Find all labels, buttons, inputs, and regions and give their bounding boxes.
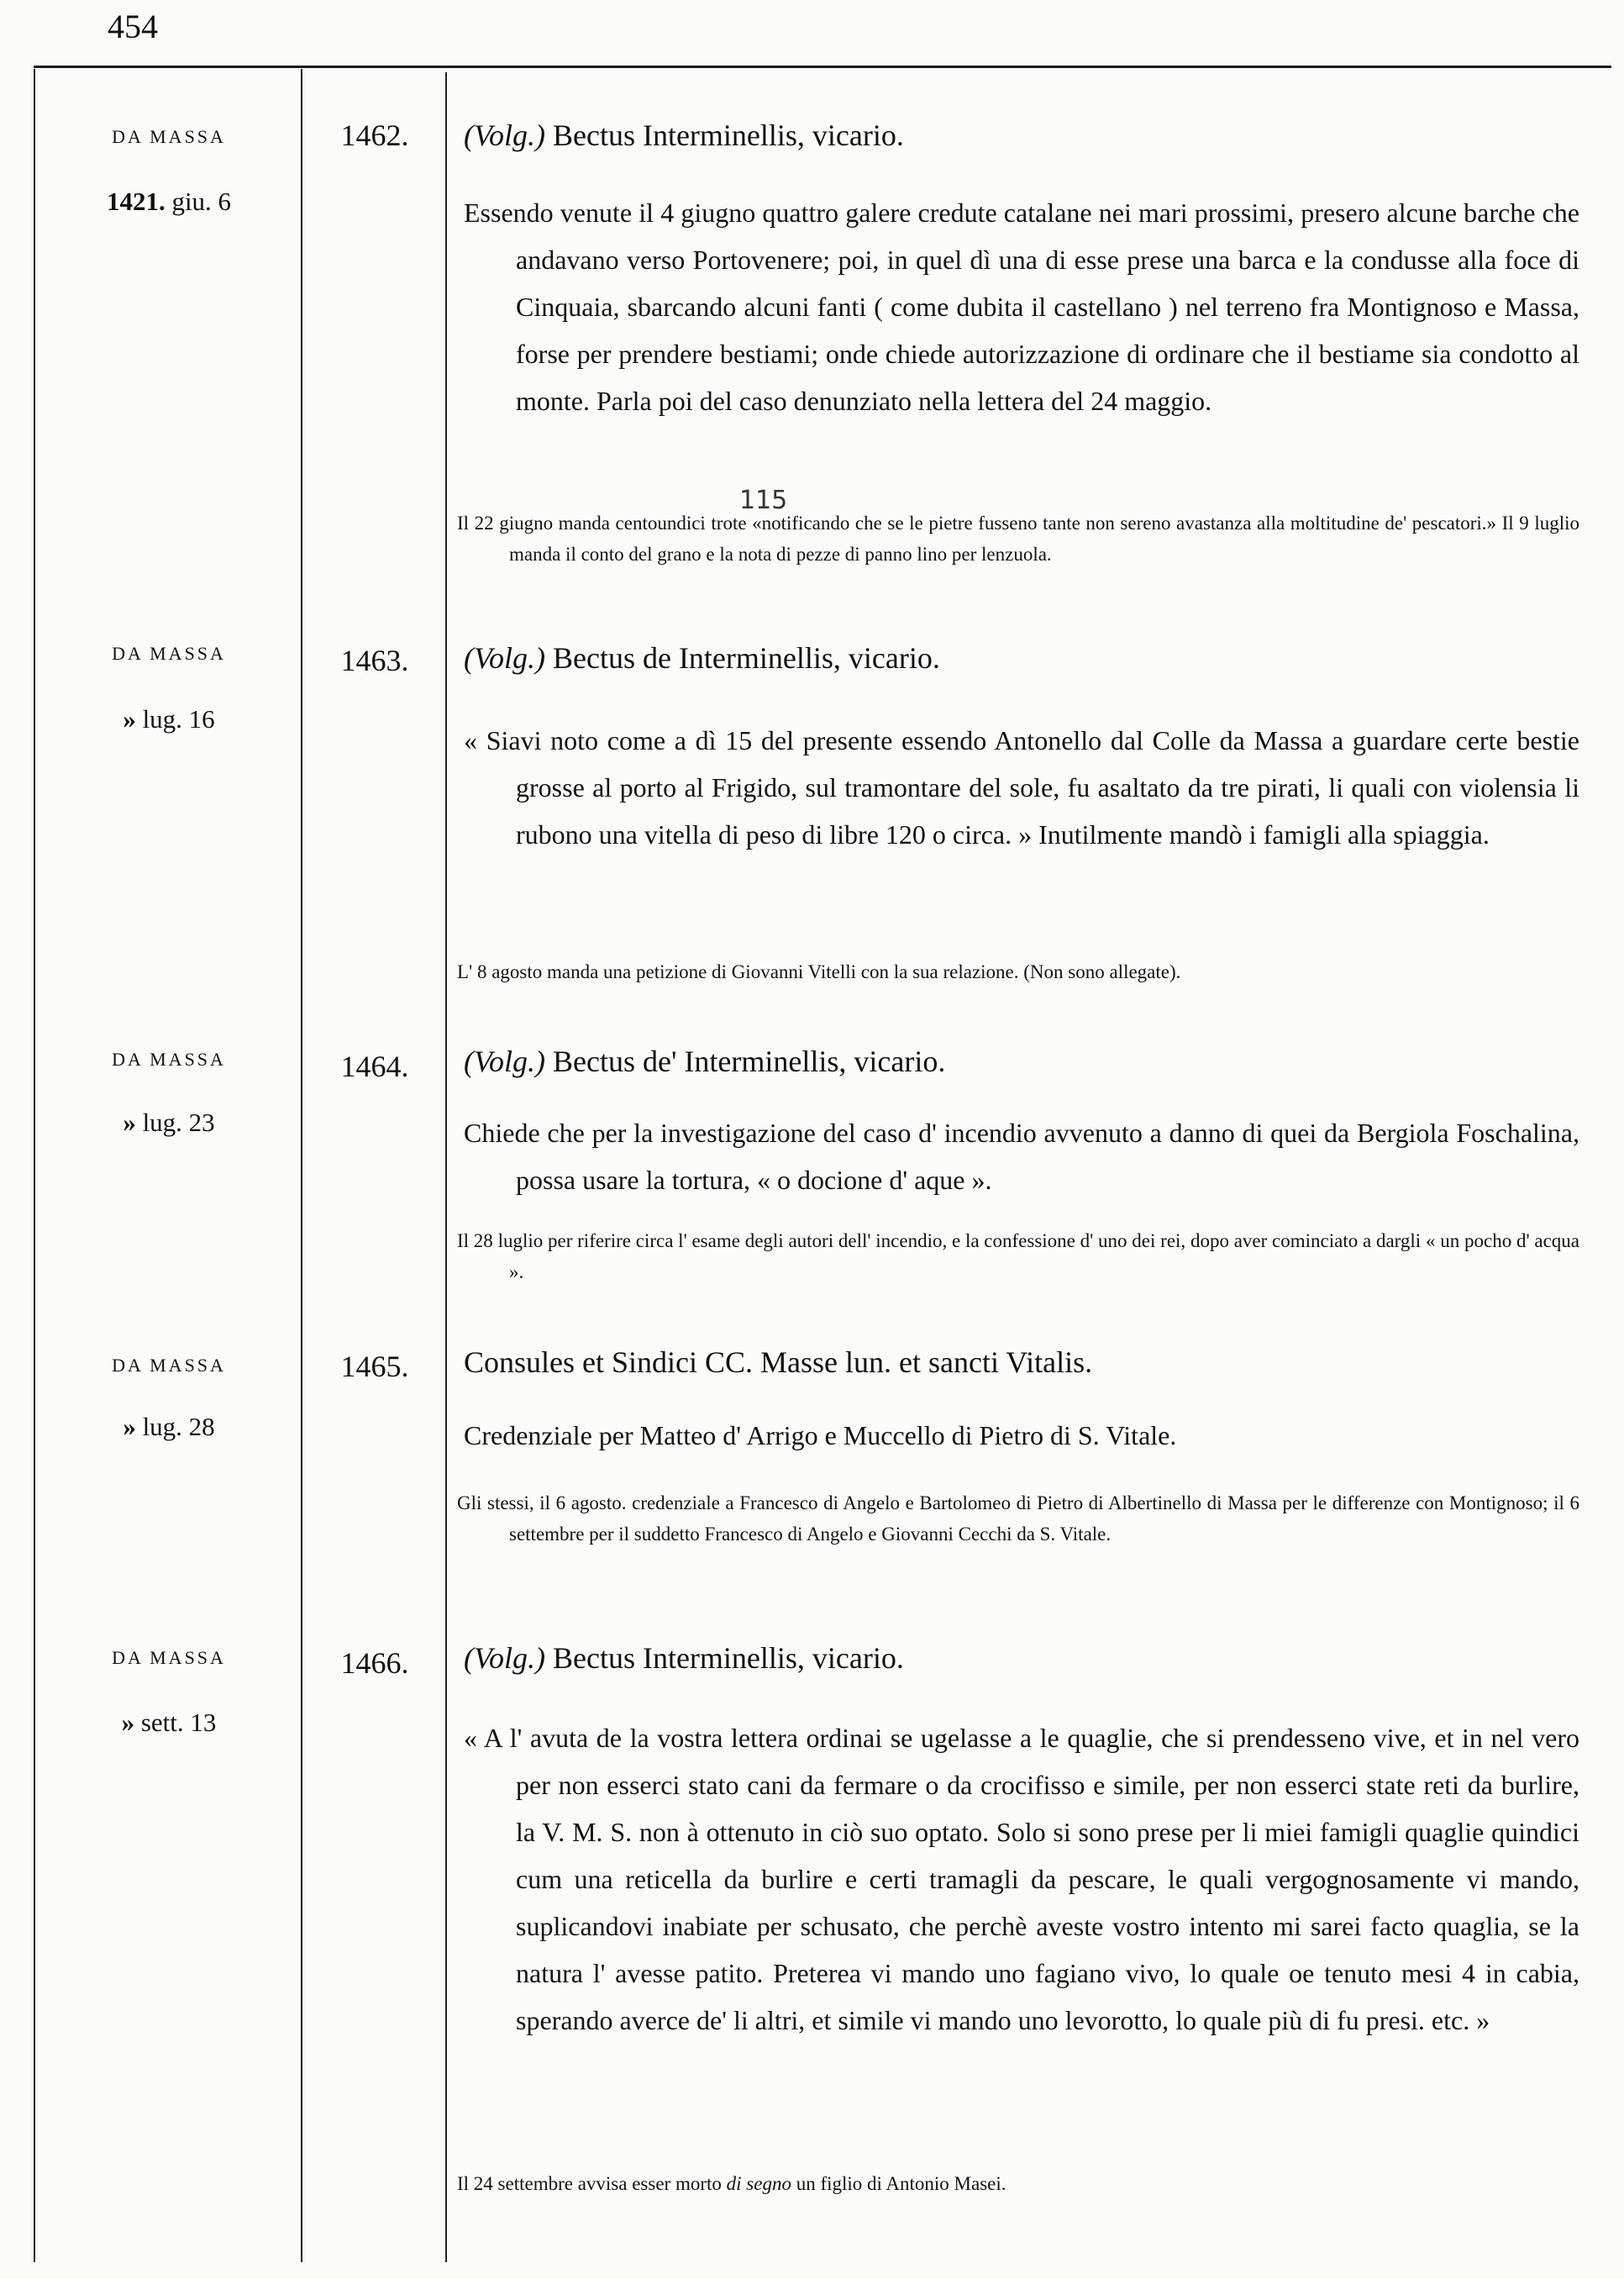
entry-date-year: 1421. bbox=[106, 187, 166, 216]
entry-note-text: L' 8 agosto manda una petizione di Giovanni Vitelli con la sua relazione. (Non sono allegate). bbox=[457, 961, 1181, 982]
column-divider-date bbox=[301, 69, 302, 2262]
column-divider-left bbox=[34, 69, 35, 2262]
note-text-end: un figlio di Antonio Masei. bbox=[791, 2173, 1006, 2194]
entry-date-ditto: » bbox=[123, 704, 136, 734]
entry-body bbox=[464, 1412, 1579, 1459]
entry-date-day: lug. 23 bbox=[142, 1108, 215, 1137]
entry-note bbox=[457, 1487, 1579, 1550]
entry-note-text: Il 22 giugno manda centoundici trote «notificando che se le pietre fusseno tante non sereno avastanza alla moltitudine de' pescatori.» Il 9 luglio manda il conto del grano e la nota di pezze di panno lino per lenzuola. bbox=[457, 513, 1579, 565]
top-rule bbox=[34, 66, 1611, 68]
entry-title-prefix: (Volg.) bbox=[464, 1045, 545, 1078]
entry-body bbox=[464, 1714, 1579, 2044]
note-text-start: Il 24 settembre avvisa esser morto bbox=[457, 2173, 727, 2194]
entry-note bbox=[457, 2168, 1579, 2199]
entry-place: DA MASSA bbox=[112, 126, 226, 147]
entry-note-text bbox=[457, 2168, 1579, 2199]
entry-title-text: Bectus de' Interminellis, vicario. bbox=[552, 1045, 946, 1078]
entry-title-prefix: (Volg.) bbox=[464, 641, 545, 675]
entry-body bbox=[464, 1109, 1579, 1203]
column-divider-number bbox=[445, 72, 447, 2262]
entry-title bbox=[464, 640, 940, 676]
entry-number: 1462. bbox=[340, 118, 409, 152]
entry-date-day: giu. 6 bbox=[171, 187, 232, 216]
entry-title-prefix: (Volg.) bbox=[464, 118, 545, 152]
entry-body-text: Chiede che per la investigazione del caso d' incendio avvenuto a danno di quei da Bergiola Foschalina, possa usare la tortura, « o docione d' aque ». bbox=[464, 1118, 1579, 1195]
page-number: 454 bbox=[108, 8, 158, 45]
entry-note-text: Il 28 luglio per riferire circa l' esame degli autori dell' incendio, e la confessione d' uno dei rei, dopo aver cominciato a dargli « un pocho d' acqua ». bbox=[457, 1230, 1579, 1282]
entry-date bbox=[35, 1108, 302, 1138]
entry-place: DA MASSA bbox=[112, 1049, 226, 1070]
entry-number: 1464. bbox=[340, 1050, 409, 1083]
entry-date bbox=[35, 1708, 302, 1738]
entry-body bbox=[464, 189, 1579, 424]
entry-date-day: lug. 16 bbox=[142, 704, 215, 734]
entry-title-text: Bectus Interminellis, vicario. bbox=[552, 1641, 904, 1675]
handwritten-annotation: 115 bbox=[739, 486, 788, 515]
entry-body-text: « Siavi noto come a dì 15 del presente essendo Antonello dal Colle da Massa a guardare certe bestie grosse al porto al Frigido, sul tramontare del sole, fu asaltato da tre pirati, li quali con violensia li rubono una vitella di peso di libre 120 o circa. » Inutilmente mandò i famigli alla spiaggia. bbox=[464, 725, 1579, 850]
entry-title-text: Consules et Sindici CC. Masse lun. et sancti Vitalis. bbox=[464, 1345, 1093, 1379]
entry-date bbox=[35, 704, 302, 734]
note-text-italic: di segno bbox=[726, 2173, 791, 2194]
entry-body bbox=[464, 717, 1579, 858]
entry-body-text: Credenziale per Matteo d' Arrigo e Muccello di Pietro di S. Vitale. bbox=[464, 1420, 1177, 1450]
entry-title-text: Bectus de Interminellis, vicario. bbox=[552, 641, 940, 675]
entry-body-text: « A l' avuta de la vostra lettera ordinai se ugelasse a le quaglie, che si prendesseno vive, et in nel vero per non esserci stato cani da fermare o da crocifisso e simile, per non esserci state reti da burlire, la V. M. S. non à ottenuto in ciò suo optato. Solo si sono prese per li miei famigli quaglie quindici cum una reticella da burlire e certi tramagli da pescare, le quali vergognosamente vi mando, suplicandovi inabiate per schusato, che perchè aveste vostro intento mi sarei facto quaglia, se la natura l' avesse patito. Preterea vi mando uno fagiano vivo, lo quale oe tenuto mesi 4 in cabia, sperando averce de' li altri, et simile vi mando uno levorotto, lo quale più di fu presi. etc. » bbox=[464, 1723, 1579, 2035]
entry-date-day: lug. 28 bbox=[142, 1412, 215, 1441]
entry-place: DA MASSA bbox=[112, 643, 226, 664]
entry-title bbox=[464, 1345, 1092, 1380]
entry-date-ditto: » bbox=[121, 1708, 135, 1737]
entry-date bbox=[35, 1412, 302, 1442]
entry-note bbox=[457, 956, 1579, 987]
entry-place: DA MASSA bbox=[112, 1355, 226, 1376]
entry-date-ditto: » bbox=[123, 1412, 136, 1441]
entry-date-day: sett. 13 bbox=[140, 1708, 217, 1737]
entry-date-ditto: » bbox=[123, 1108, 136, 1137]
entry-date bbox=[35, 187, 302, 217]
entry-title bbox=[464, 1044, 945, 1079]
entry-title-prefix: (Volg.) bbox=[464, 1641, 545, 1675]
entry-title-text: Bectus Interminellis, vicario. bbox=[552, 118, 904, 152]
entry-place: DA MASSA bbox=[112, 1647, 226, 1668]
entry-number: 1465. bbox=[340, 1350, 409, 1383]
entry-note-text: Gli stessi, il 6 agosto. credenziale a Francesco di Angelo e Bartolomeo di Pietro di Albertinello di Massa per le differenze con Montignoso; il 6 settembre per il suddetto Francesco di Angelo e Giovanni Cecchi da S. Vitale. bbox=[457, 1492, 1579, 1545]
entry-number: 1463. bbox=[340, 644, 409, 677]
entry-body-text: Essendo venute il 4 giugno quattro galere credute catalane nei mari prossimi, presero alcune barche che andavano verso Portovenere; poi, in quel dì una di esse prese una barca e la condusse alla foce di Cinquaia, sbarcando alcuni fanti ( come dubita il castellano ) nel terreno fra Montignoso e Massa, forse per prendere bestiami; onde chiede autorizzazione di ordinare che il bestiame sia condotto al monte. Parla poi del caso denunziato nella lettera del 24 maggio. bbox=[464, 197, 1579, 416]
entry-note bbox=[457, 508, 1579, 570]
entry-note bbox=[457, 1225, 1579, 1287]
entry-title bbox=[464, 118, 904, 153]
entry-title bbox=[464, 1640, 904, 1676]
entry-number: 1466. bbox=[340, 1646, 409, 1680]
